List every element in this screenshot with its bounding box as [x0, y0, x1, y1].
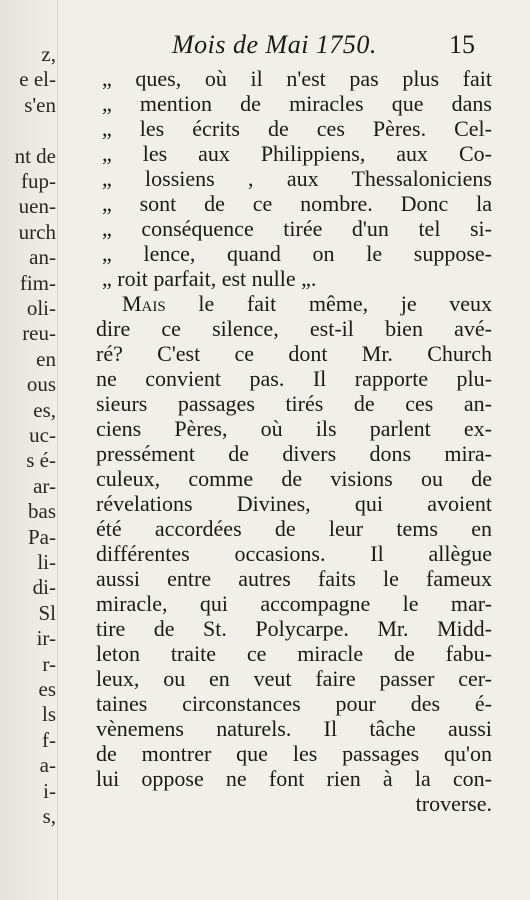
paragraph-first-line [122, 291, 492, 316]
paragraph-line: aussi entre autres faits le fameux [96, 566, 492, 591]
paragraph-line: révelations Divines, qui avoient [96, 491, 492, 516]
facing-page-fragment: reu- [22, 321, 56, 346]
paragraph-line: ciens Pères, où ils parlent ex- [96, 416, 492, 441]
paragraph-line: leux, ou en veut faire passer cer- [96, 666, 492, 691]
page-fold [57, 0, 58, 900]
facing-page-fragment: di- [32, 575, 56, 600]
paragraph-final-word: troverse. [415, 791, 492, 816]
facing-page-fragment: es, [33, 397, 56, 422]
facing-page-fragment: li- [37, 550, 56, 574]
facing-page-fragment: s é- [26, 448, 56, 473]
paragraph-line: sieurs passages tirés de ces an- [96, 391, 492, 416]
paragraph-line: miracle, qui accompagne le mar- [96, 591, 492, 616]
paragraph-line: été accordées de leur tems en [96, 516, 492, 541]
quoted-line: „ les écrits de ces Pères. Cel- [102, 116, 492, 141]
running-title: Mois de Mai 1750. [172, 30, 377, 59]
quoted-line: „ lence, quand on le suppose- [102, 241, 492, 266]
facing-page-fragment: oli- [26, 296, 56, 320]
paragraph-initial-word: Mais [122, 291, 166, 316]
facing-page-fragment: a- [39, 753, 56, 778]
quoted-line: „ lossiens , aux Thessaloniciens [102, 166, 492, 191]
paragraph-line: leton traite ce miracle de fabu- [96, 641, 492, 666]
facing-page-fragment: Pa- [28, 524, 56, 549]
paragraph-line: vènemens naturels. Il tâche aussi [96, 716, 492, 741]
paragraph-line: de montrer que les passages qu'on [96, 741, 492, 766]
facing-page-fragment: en [36, 346, 56, 371]
quoted-line: „ ques, où il n'est pas plus fait [102, 66, 492, 91]
facing-page-fragment: r- [42, 651, 56, 676]
paragraph-line: culeux, comme de visions ou de [96, 466, 492, 491]
facing-page-fragment: nt de [14, 143, 56, 168]
facing-page-fragment: i- [43, 778, 56, 803]
quoted-line: „ conséquence tirée d'un tel si- [102, 216, 492, 241]
facing-page-fragment: an- [29, 245, 56, 270]
facing-page-fragment: ir- [36, 626, 56, 651]
facing-page-fragment: ls [41, 702, 56, 727]
quoted-line: „ les aux Philippiens, aux Co- [102, 141, 492, 166]
facing-page-fragment: es [38, 677, 56, 701]
paragraph-line: taines circonstances pour des é- [96, 691, 492, 716]
quoted-line: „ roit parfait, est nulle „. [102, 266, 317, 291]
facing-page-fragment: urch [18, 219, 56, 244]
page-header [0, 30, 530, 64]
paragraph-line: ré? C'est ce dont Mr. Church [96, 341, 492, 366]
paragraph-line: pressément de divers dons mira- [96, 441, 492, 466]
paragraph-line: dire ce silence, est-il bien avé- [96, 316, 492, 341]
quoted-line: „ sont de ce nombre. Donc la [102, 191, 492, 216]
paragraph-line: différentes occasions. Il allègue [96, 541, 492, 566]
paragraph-first-line-rest: le fait même, je veux [165, 291, 492, 316]
facing-page-fragment: Sl [38, 600, 56, 625]
facing-page-fragment: uen- [18, 194, 56, 219]
facing-page-fragment: fim- [19, 270, 56, 295]
paragraph-line: ne convient pas. Il rapporte plu- [96, 366, 492, 391]
quoted-line: „ mention de miracles que dans [102, 91, 492, 116]
page-number: 15 [449, 30, 475, 59]
facing-page-fragment: bas [28, 499, 56, 524]
facing-page-fragment: s'en [24, 92, 56, 117]
paragraph-line: lui oppose ne font rien à la con- [96, 766, 492, 791]
facing-page-fragment: ous [26, 372, 56, 397]
facing-page-fragment: ar- [33, 473, 56, 498]
facing-page-fragment: uc- [29, 423, 56, 447]
facing-page-fragment: s, [42, 804, 56, 828]
facing-page-fragment: z, [41, 42, 56, 66]
facing-page-fragment: e el- [19, 67, 56, 92]
paragraph-line: tire de St. Polycarpe. Mr. Midd- [96, 616, 492, 641]
facing-page-fragment: f- [42, 727, 56, 752]
facing-page-fragment: fup- [21, 169, 56, 193]
